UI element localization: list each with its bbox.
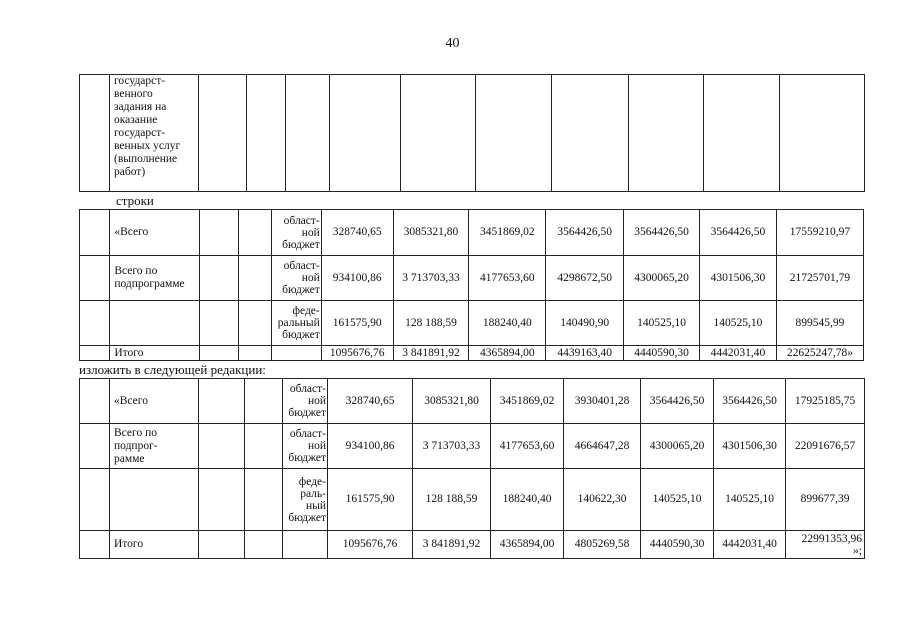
table-cell-value: 4442031,40 <box>714 531 786 559</box>
table-cell-value: 3564426,50 <box>624 210 700 256</box>
table-cell-row-name <box>110 256 200 301</box>
cell-line: 22991353,96 <box>801 532 862 545</box>
table-row <box>80 346 864 361</box>
cell-line: Всего по <box>114 265 158 277</box>
table-cell-value: 17925185,75 <box>786 379 865 424</box>
table-cell <box>80 210 110 256</box>
table-cell-value: 140525,10 <box>624 301 700 346</box>
table-cell <box>476 75 552 192</box>
table-cell <box>629 75 704 192</box>
table-cell-value: 4805269,58 <box>564 531 641 559</box>
table-cell-value <box>786 531 865 559</box>
table-cell-funding-source <box>272 256 322 301</box>
caption-new-edition: изложить в следующей редакции: <box>79 362 266 377</box>
table-cell <box>199 531 245 559</box>
table-cell-value: 3564426,50 <box>714 379 786 424</box>
table-cell-row-name <box>110 346 200 361</box>
table-cell-value: 3085321,80 <box>393 210 469 256</box>
table-cell <box>238 301 271 346</box>
table-cell <box>704 75 780 192</box>
table-cell-funding-source <box>272 210 322 256</box>
table-cell-value: 4301506,30 <box>714 424 786 469</box>
table-cell-row-name <box>110 531 199 559</box>
table-cell <box>80 531 110 559</box>
cell-line: феде- <box>298 475 326 488</box>
table-cell <box>247 75 286 192</box>
table-cell-value: 22091676,57 <box>786 424 865 469</box>
cell-line: ной <box>301 226 320 239</box>
table-cell-value: 3 713703,33 <box>393 256 469 301</box>
table-cell-row-name <box>110 379 199 424</box>
cell-line: Итого <box>114 538 144 550</box>
continuation-table <box>79 74 865 192</box>
table-cell-value: 4440590,30 <box>641 531 714 559</box>
cell-line: подпрог- <box>114 439 158 452</box>
cell-line: «Всего <box>114 226 149 238</box>
cell-line: бюджет <box>282 284 320 296</box>
table-cell-value: 140525,10 <box>641 469 714 531</box>
cell-line: государст- <box>114 127 166 139</box>
table-cell-row-name <box>110 301 200 346</box>
table-cell <box>238 210 271 256</box>
table-cell <box>330 75 401 192</box>
table-cell-value: 899545,99 <box>776 301 863 346</box>
table-cell-value: 934100,86 <box>321 256 393 301</box>
table-cell <box>238 256 271 301</box>
table-cell <box>200 301 238 346</box>
table-cell <box>80 75 110 192</box>
table-cell-value: 934100,86 <box>328 424 413 469</box>
page-number: 40 <box>445 36 460 51</box>
table-cell-funding-source <box>283 469 328 531</box>
table-cell <box>199 424 245 469</box>
table-cell-value: 4300065,20 <box>624 256 700 301</box>
table-cell-row-name <box>110 210 200 256</box>
table-cell-value: 140525,10 <box>700 301 777 346</box>
table-cell-funding-source <box>272 346 322 361</box>
table-row <box>80 210 864 256</box>
table-cell-funding-source <box>272 301 322 346</box>
table-cell-value: 4664647,28 <box>564 424 641 469</box>
cell-line: оказание <box>114 114 158 126</box>
table-cell <box>80 346 110 361</box>
table-row <box>80 256 864 301</box>
cell-line: област- <box>283 260 320 272</box>
table-cell <box>199 75 247 192</box>
cell-line: работ) <box>114 166 146 178</box>
old-rows-table <box>79 209 864 361</box>
cell-line: феде- <box>292 305 320 317</box>
cell-line: »; <box>853 544 862 557</box>
table-cell-value: 3930401,28 <box>564 379 641 424</box>
table-cell-value: 22625247,78» <box>776 346 863 361</box>
table-row <box>80 301 864 346</box>
new-rows-table <box>79 378 865 559</box>
cell-line: ной <box>307 440 326 452</box>
table-cell <box>200 256 238 301</box>
table-cell-value: 1095676,76 <box>328 531 413 559</box>
table-cell <box>245 469 283 531</box>
table-cell-value: 161575,90 <box>321 301 393 346</box>
table-cell <box>199 469 245 531</box>
table-cell-value: 3 841891,92 <box>413 531 491 559</box>
table-cell-value: 4177653,60 <box>491 424 564 469</box>
cell-line: «Всего <box>114 394 148 407</box>
table-cell-value: 3564426,50 <box>641 379 714 424</box>
table-row <box>80 424 865 469</box>
table-row <box>80 379 865 424</box>
table-cell <box>245 424 283 469</box>
table-cell-value: 3564426,50 <box>546 210 624 256</box>
cell-line: област- <box>289 383 326 395</box>
table-cell <box>552 75 629 192</box>
cell-line: област- <box>283 214 320 227</box>
table-cell <box>80 256 110 301</box>
table-cell-value: 128 188,59 <box>413 469 491 531</box>
table-cell-row-name <box>110 424 199 469</box>
table-cell <box>199 379 245 424</box>
cell-line: венных услуг <box>114 140 181 152</box>
table-cell-value: 4440590,30 <box>624 346 700 361</box>
cell-line: област- <box>289 428 326 440</box>
table-cell <box>80 469 110 531</box>
table-cell-value: 188240,40 <box>469 301 546 346</box>
table-cell-funding-source <box>283 379 328 424</box>
cell-line: бюджет <box>282 329 320 341</box>
table-cell-funding-source <box>283 531 328 559</box>
cell-line: государст- <box>114 75 166 87</box>
table-cell-value: 4365894,00 <box>469 346 546 361</box>
table-cell-value: 328740,65 <box>328 379 413 424</box>
table-cell <box>80 301 110 346</box>
cell-line: Итого <box>114 346 144 359</box>
cell-line: раль- <box>300 487 326 500</box>
table-cell-value: 140525,10 <box>714 469 786 531</box>
table-cell-row-name <box>110 469 199 531</box>
table-cell <box>780 75 865 192</box>
cell-line: Всего по <box>114 426 157 439</box>
cell-line: ной <box>301 272 320 284</box>
cell-line: ной <box>307 395 326 407</box>
cell-line: (выполнение <box>114 153 178 165</box>
table-cell <box>200 210 238 256</box>
table-cell <box>238 346 271 361</box>
table-cell-value: 3085321,80 <box>413 379 491 424</box>
cell-line: бюджет <box>288 452 326 464</box>
table-cell-value: 4365894,00 <box>491 531 564 559</box>
table-row <box>80 469 865 531</box>
table-cell <box>401 75 476 192</box>
table-cell-value: 1095676,76 <box>321 346 393 361</box>
cell-line: венного <box>114 88 153 100</box>
table-cell <box>245 531 283 559</box>
table-cell <box>80 424 110 469</box>
table-cell <box>80 379 110 424</box>
table-cell-value: 3564426,50 <box>700 210 777 256</box>
table-cell-value: 140490,90 <box>546 301 624 346</box>
table-cell-value: 4442031,40 <box>700 346 777 361</box>
cell-line: бюджет <box>288 407 326 419</box>
table-cell-value: 3451869,02 <box>491 379 564 424</box>
table-cell <box>286 75 330 192</box>
table-row <box>80 531 865 559</box>
table-cell-value: 140622,30 <box>564 469 641 531</box>
table-cell <box>200 346 238 361</box>
cell-line: бюджет <box>282 238 320 251</box>
table-cell-value: 3451869,02 <box>469 210 546 256</box>
table-cell-value: 128 188,59 <box>393 301 469 346</box>
table-cell-value: 4300065,20 <box>641 424 714 469</box>
table-cell <box>245 379 283 424</box>
cell-line: подпрограмме <box>114 278 185 290</box>
table-cell-value: 899677,39 <box>786 469 865 531</box>
cell-line: рамме <box>114 452 145 465</box>
cell-line: бюджет <box>288 511 326 524</box>
table-cell-funding-source <box>283 424 328 469</box>
cell-line: ный <box>305 499 326 512</box>
caption-rows: строки <box>116 193 154 208</box>
table-cell-value: 4298672,50 <box>546 256 624 301</box>
cell-line: задания на <box>114 101 167 113</box>
table-cell-value: 17559210,97 <box>776 210 863 256</box>
table-cell-value: 161575,90 <box>328 469 413 531</box>
table-cell-value: 188240,40 <box>491 469 564 531</box>
cell-line: ральный <box>277 317 320 329</box>
table-cell-value: 3 841891,92 <box>393 346 469 361</box>
table-cell-value: 4177653,60 <box>469 256 546 301</box>
table-cell-value: 21725701,79 <box>776 256 863 301</box>
table-cell-service-name <box>110 75 199 192</box>
table-cell-value: 328740,65 <box>321 210 393 256</box>
table-cell-value: 3 713703,33 <box>413 424 491 469</box>
table-cell-value: 4301506,30 <box>700 256 777 301</box>
table-cell-value: 4439163,40 <box>546 346 624 361</box>
